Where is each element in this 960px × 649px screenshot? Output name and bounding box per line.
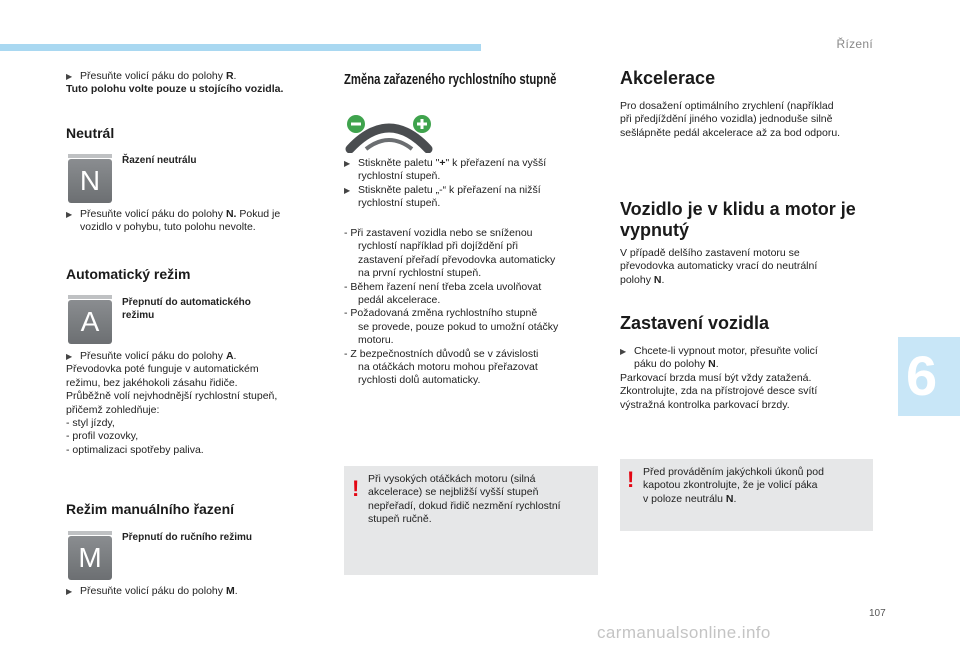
bullet-triangle-icon: ▶ bbox=[66, 352, 73, 361]
bullet-triangle-icon: ▶ bbox=[66, 72, 73, 81]
section-title: Řízení bbox=[836, 37, 873, 51]
neutral-key-icon: N bbox=[68, 159, 112, 203]
watermark: carmanualsonline.info bbox=[597, 623, 771, 642]
neutral-text: ▶ Přesuňte volicí páku do polohy N. Pokud je vozidlo v pohybu, tuto polohu nevolte. bbox=[66, 208, 281, 234]
accel-text: Pro dosažení optimálního zrychlení (například při předjíždění jiného vozidla) jednoduše silně sešlápněte pedál akcelerace až za bod odporu. bbox=[620, 100, 841, 139]
auto-key-icon: A bbox=[68, 300, 112, 344]
warning-text-gear: Při vysokých otáčkách motoru (silná akcelerace) se nejbližší vyšší stupeň nepřeřadí, dokud řidič nezmění rychlostní stupeň ručně. bbox=[368, 473, 561, 526]
intro-block: ▶ Přesuňte volicí páku do polohy R. Tuto polohu volte pouze u stojícího vozidla. bbox=[66, 70, 336, 97]
gearshift-paddle-icon bbox=[344, 111, 434, 153]
neutral-heading: Neutrál bbox=[66, 125, 115, 141]
intro-warning: Tuto polohu volte pouze u stojícího vozidla. bbox=[66, 83, 284, 96]
key-icon-top bbox=[68, 154, 112, 158]
bullet-triangle-icon: ▶ bbox=[66, 210, 73, 219]
bullet-triangle-icon: ▶ bbox=[344, 185, 351, 195]
stationary-heading: Vozidlo je v klidu a motor je vypnutý bbox=[620, 199, 856, 240]
bullet-triangle-icon: ▶ bbox=[344, 159, 351, 168]
gear-change-heading: Změna zařazeného rychlostního stupně bbox=[344, 72, 557, 88]
stop-heading: Zastavení vozidla bbox=[620, 313, 770, 333]
bullet-triangle-icon: ▶ bbox=[620, 347, 627, 356]
accel-heading: Akcelerace bbox=[620, 68, 716, 88]
stop-text: ▶ Chcete-li vypnout motor, přesuňte volicí páku do polohy N. Parkovací brzda musí být vždy zatažená. Zkontrolujte, zda na přístrojové desce svítí výstražná kontrolka parkovací brzdy. bbox=[620, 345, 818, 411]
stationary-text: V případě delšího zastavení motoru se převodovka automaticky vrací do neutrální polohy N. bbox=[620, 247, 818, 286]
key-icon-top bbox=[68, 531, 112, 535]
key-icon-top bbox=[68, 295, 112, 299]
page-number: 107 bbox=[869, 608, 886, 619]
warning-exclamation-icon: ! bbox=[352, 476, 360, 501]
neutral-label: Řazení neutrálu bbox=[122, 155, 197, 166]
manual-key-icon: M bbox=[68, 536, 112, 580]
auto-text: ▶ Přesuňte volicí páku do polohy A. Převodovka poté funguje v automatickém režimu, bez jakéhokoli zásahu řidiče. Průběžně volí nejvhodnější rychlostní stupeň, přičemž zohledňuje: - styl jízdy, - profil vozovky, - optimalizaci spotřeby paliva. bbox=[66, 350, 278, 456]
paddle-instructions: ▶ Stiskněte paletu "+" k přeřazení na vyšší rychlostní stupeň. ▶ Stiskněte paletu „-“ k přeřazení na nižší rychlostní stupeň. bbox=[344, 157, 547, 210]
auto-heading: Automatický režim bbox=[66, 266, 191, 282]
manual-text: ▶ Přesuňte volicí páku do polohy M. bbox=[66, 585, 238, 597]
auto-label: Přepnutí do automatického režimu bbox=[122, 297, 251, 321]
manual-heading: Režim manuálního řazení bbox=[66, 501, 235, 517]
bullet-triangle-icon: ▶ bbox=[66, 587, 73, 596]
warning-exclamation-icon: ! bbox=[627, 467, 635, 492]
top-accent-bar bbox=[0, 44, 481, 51]
chapter-number: 6 bbox=[906, 344, 938, 407]
manual-label: Přepnutí do ručního režimu bbox=[122, 532, 253, 543]
warning-text-hood: Před prováděním jakýchkoli úkonů pod kapotou zkontrolujte, že je volicí páka v poloze neutrálu N. bbox=[643, 466, 824, 505]
gear-notes: - Při zastavení vozidla nebo se sníženou rychlostí například při dojíždění při zastavení přeřadí převodovka automaticky na první rychlostní stupeň. - Během řazení není třeba zcela uvolňovat pedál akcelerace. - Požadovaná změna rychlostního stupně se provede, pouze pokud to umožní otáčky motoru. - Z bezpečnostních důvodů se v závislosti na otáčkách motoru mohou přeřazovat rychlosti dolů automaticky. bbox=[344, 227, 559, 387]
